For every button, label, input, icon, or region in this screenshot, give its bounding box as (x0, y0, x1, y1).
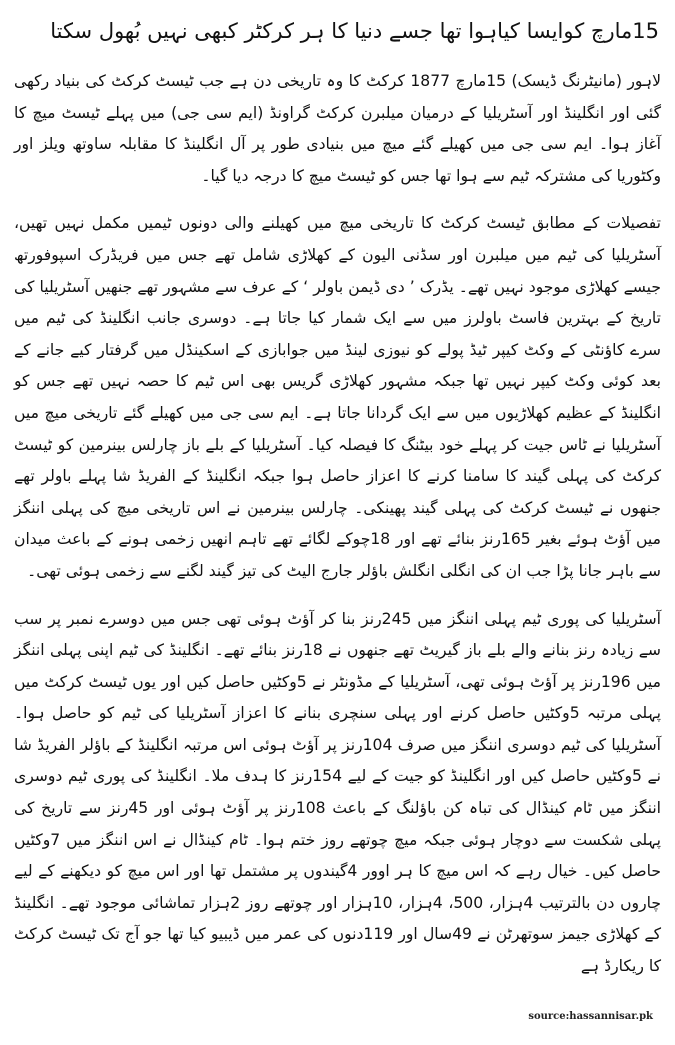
article-paragraph-2: تفصیلات کے مطابق ٹیسٹ کرکٹ کا تاریخی میچ میں کھیلنے والی دونوں ٹیمیں مکمل نہیں تھیں، آسٹریلیا کی ٹیم میں میلبرن اور سڈنی الیون کے کھلاڑی شامل تھے جس میں فریڈرک اسپوفورتھ جیسے کھلاڑی موجود نہیں تھے۔ یڈرک ’ دی ڈیمن باولر ‘ کے عرف سے مشہور تھے جنھیں آسٹریلیا کی تاریخ کے بہترین فاسٹ باولرز میں سے ایک شمار کیا جاتا ہے۔ دوسری جانب انگلینڈ کی ٹیم میں سرے کاؤنٹی کے وکٹ کیپر ٹیڈ پولے کو نیوزی لینڈ میں جوابازی کے اسکینڈل میں گرفتار کیے جانے کے بعد کوئی وکٹ کیپر نہیں تھا جبکہ مشہور کھلاڑی گریس بھی اس ٹیم کا حصہ نہیں تھے جس کو انگلینڈ کے عظیم کھلاڑیوں میں سے ایک گردانا جاتا ہے۔ ایم سی جی میں کھیلے گئے تاریخی میچ میں آسٹریلیا نے ٹاس جیت کر پہلے خود بیٹنگ کا فیصلہ کیا۔ آسٹریلیا کے بلے باز چارلس بینرمین کو ٹیسٹ کرکٹ کی پہلی گیند کا سامنا کرنے کا اعزاز حاصل ہوا جبکہ انگلینڈ کے الفریڈ شا پہلے باولر تھے جنھوں نے ٹیسٹ کرکٹ کی پہلی گیند پھینکی۔ چارلس بینرمین نے اس تاریخی میچ کی پہلی اننگز میں آؤٹ ہوئے بغیر 165رنز بنائے تھے اور 18چوکے لگائے تھے تاہم انھیں زخمی ہونے کے باعث میدان سے باہر جانا پڑا جب ان کی انگلی انگلش باؤلر جارج الیٹ کی تیز گیند لگنے سے زخمی ہوئی تھی۔ (14, 214, 661, 580)
source-credit: source:hassannisar.pk (528, 1011, 653, 1022)
article-paragraph-1: لاہور (مانیٹرنگ ڈیسک) 15مارچ 1877 کرکٹ کا وہ تاریخی دن ہے جب ٹیسٹ کرکٹ کی بنیاد رکھی گئی اور انگلینڈ اور آسٹریلیا کے درمیان میلبرن کرکٹ گراونڈ (ایم سی جی) میں پہلے ٹیسٹ میچ کا آغاز ہوا۔ ایم سی جی میں کھیلے گئے میچ میں بنیادی طور پر آل انگلینڈ کا مقابلہ ساوتھ ویلز اور وکٹوریا کی مشترکہ ٹیم سے ہوا تھا جس کو ٹیسٹ میچ کا درجہ دیا گیا۔ (14, 72, 661, 185)
article-headline: 15مارچ کوایسا کیاہوا تھا جسے دنیا کا ہر کرکٹر کبھی نہیں بُھول سکتا (50, 19, 659, 43)
article-paragraph-3: آسٹریلیا کی پوری ٹیم پہلی اننگز میں 245رنز بنا کر آؤٹ ہوئی تھی جس میں دوسرے نمبر پر سب سے زیادہ رنز بنانے والے بلے باز گیریٹ تھے جنھوں نے 18رنز بنائے تھے۔ انگلینڈ کی ٹیم اپنی پہلی اننگز میں 196رنز پر آؤٹ ہوئی تھی، آسٹریلیا کے مڈونٹر نے 5وکٹیں حاصل کیں اور یوں ٹیسٹ کرکٹ میں پہلی مرتبہ 5وکٹیں حاصل کرنے اور پہلی سنچری بنانے کا اعزاز آسٹریلیا کی ٹیم کو حاصل ہوا۔ آسٹریلیا کی ٹیم دوسری اننگز میں صرف 104رنز پر آؤٹ ہوئی اس مرتبہ انگلینڈ کے باؤلر الفریڈ شا نے 5وکٹیں حاصل کیں اور انگلینڈ کو جیت کے لیے 154رنز کا ہدف ملا۔ انگلینڈ کی پوری ٹیم دوسری اننگز میں ٹام کینڈال کی تباہ کن باؤلنگ کے باعث 108رنز پر آؤٹ ہوئی اور 45رنز سے تاریخ کی پہلی شکست سے دوچار ہوئی جبکہ میچ چوتھے روز ختم ہوا۔ ٹام کینڈال نے اس اننگز میں 7وکٹیں حاصل کیں۔ خیال رہے کہ اس میچ کا ہر اوور 4گیندوں پر مشتمل تھا اور اس میچ کو دیکھنے کے لیے چاروں دن بالترتیب 4ہزار، 500، 4ہزار، 10ہزار اور چوتھے روز 2ہزار تماشائی موجود تھے۔ انگلینڈ کے کھلاڑی جیمز سوتھرٹن نے 49سال اور 119دنوں کی عمر میں ڈیبیو کیا تھا جو آج تک ٹیسٹ کرکٹ کا ریکارڈ ہے (14, 609, 662, 976)
